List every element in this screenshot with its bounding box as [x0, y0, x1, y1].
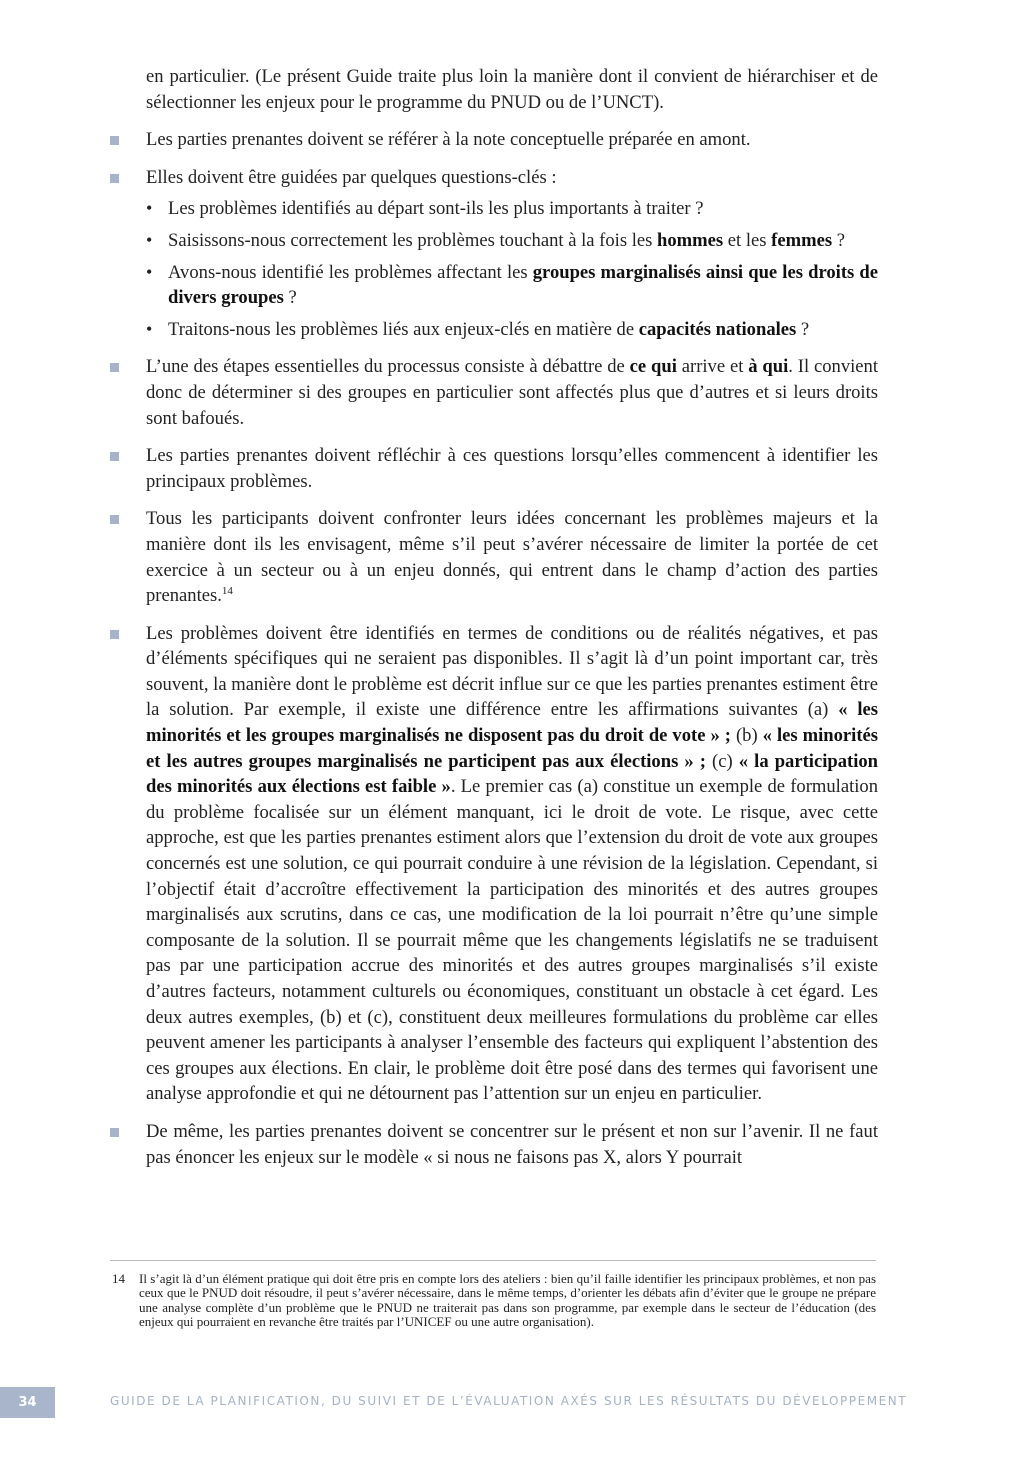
bold-quote: « les minorités et les autres groupes marginalisés ne participent pas aux élections » ; — [146, 725, 879, 772]
bullet-item — [110, 165, 878, 343]
square-bullet-icon — [110, 630, 119, 639]
sub-bullet-item — [146, 317, 878, 343]
square-bullet-icon — [110, 363, 119, 372]
bullet-text: L’une des étapes essentielles du processus consiste à débattre de ce qui arrive et à qui. Il convient donc de déterminer si des groupes en particulier sont affectés plus que d’autres et si leurs droits sont bafoués. — [146, 356, 879, 429]
dot-bullet-icon: • — [146, 261, 153, 282]
bold-term: à qui — [748, 356, 789, 378]
sub-bullet-item — [146, 228, 878, 254]
sub-bullet-item — [146, 196, 878, 222]
page-number: 34 — [0, 1387, 55, 1418]
bullet-item — [110, 443, 878, 494]
sub-bullet-text: Avons-nous identifié les problèmes affectant les groupes marginalisés ainsi que les droits de divers groupes ? — [168, 261, 878, 309]
bullet-text: Tous les participants doivent confronter leurs idées concernant les problèmes majeurs et la manière dont ils les envisagent, même s’il peut s’avérer nécessaire de limiter la portée de cet exercice à un secteur ou à un enjeu donnés, qui entrent dans le champ d’action des parties prenantes.$^{14}$ — [146, 508, 878, 607]
bold-term: femmes — [771, 229, 833, 251]
bullet-text: Les parties prenantes doivent se référer à la note conceptuelle préparée en amont. — [146, 129, 751, 151]
sub-bullet-text: Traitons-nous les problèmes liés aux enjeux-clés en matière de capacités nationales ? — [168, 318, 810, 340]
bold-term: ce qui — [629, 356, 677, 378]
bullet-item — [110, 1119, 878, 1170]
continued-paragraph: en particulier. (Le présent Guide traite plus loin la manière dont il convient de hiérarchiser et de sélectionner les enjeux pour le programme du PNUD ou de l’UNCT). — [146, 66, 878, 113]
footnote-reference[interactable]: 14 — [221, 584, 233, 597]
bold-quote: « les minorités et les groupes marginalisés ne disposent pas du droit de vote » ; — [146, 699, 878, 747]
dot-bullet-icon: • — [146, 229, 153, 250]
square-bullet-icon — [110, 174, 119, 183]
bullet-text: De même, les parties prenantes doivent se concentrer sur le présent et non sur l’avenir. Il ne faut pas énoncer les enjeux sur le modèle « si nous ne faisons pas X, alors Y pourrait — [146, 1120, 878, 1168]
bullet-item — [110, 127, 878, 153]
running-footer-title: GUIDE DE LA PLANIFICATION, DU SUIVI ET DE L’ÉVALUATION AXÉS SUR LES RÉSULTATS DU DÉVELOPPEMENT — [110, 1394, 908, 1408]
main-content — [110, 64, 878, 1182]
sub-bullet-text: Les problèmes identifiés au départ sont-ils les plus importants à traiter ? — [168, 198, 704, 220]
square-bullet-icon — [110, 515, 119, 524]
bullet-text: Les parties prenantes doivent réfléchir à ces questions lorsqu’elles commencent à identifier les principaux problèmes. — [146, 445, 878, 492]
sub-bullet-text: Saisissons-nous correctement les problèmes touchant à la fois les hommes et les femmes ? — [168, 229, 845, 251]
bullet-text: Les problèmes doivent être identifiés en termes de conditions ou de réalités négatives, et pas d’éléments spécifiques qui ne seraient pas disponibles. Il s’agit là d’un point important car, très souvent, la manière dont le problème est décrit influe sur ce que les parties prenantes estiment être la solution. Par exemple, il existe une différence entre les affirmations suivantes (a) « les minorités et les groupes marginalisés ne disposent pas du droit de vote » ; (b) « les minorités et les autres groupes marginalisés ne participent pas aux élections » ; (c) « la participation des minorités aux élections est faible ». Le premier cas (a) constitue un exemple de formulation du problème focalisée sur un élément manquant, ici le droit de vote. Le risque, avec cette approche, est que les parties prenantes estiment alors que l’extension du droit de vote aux groupes concernés est une solution, ce qui pourrait conduire à une révision de la législation. Cependant, si l’objectif était d’accroître effectivement la participation des minorités et des autres groupes marginalisés aux scrutins, dans ce cas, une modification de la loi pourrait n’être qu’une simple composante de la solution. Il se pourrait même que les changements législatifs ne se traduisent pas par une participation accrue des minorités et des autres groupes marginalisés s’il existe d’autres facteurs, notamment culturels ou économiques, constituant un obstacle à cet égard. Les deux autres exemples, (b) et (c), constituent deux meilleures formulations du problème car elles peuvent amener les participants à analyser l’ensemble des facteurs qui expliquent l’abstention des ces groupes aux élections. En clair, le problème doit être posé dans des termes qui favorisent une analyse approfondie et qui ne détournent pas l’attention sur un enjeu en particulier. — [146, 622, 879, 1105]
bullet-item — [110, 506, 878, 608]
bullet-text: Elles doivent être guidées par quelques questions-clés : — [146, 166, 557, 188]
footnote — [110, 1272, 876, 1330]
bold-term: hommes — [657, 229, 724, 251]
footnote-divider — [110, 1260, 876, 1261]
bold-term: capacités nationales — [638, 318, 797, 340]
bullet-item — [110, 621, 878, 1107]
dot-bullet-icon: • — [146, 198, 153, 219]
sub-bullet-item — [146, 260, 878, 311]
bullet-item — [110, 354, 878, 431]
square-bullet-icon — [110, 136, 119, 145]
square-bullet-icon — [110, 1128, 119, 1137]
bold-quote: « la participation des minorités aux élections est faible » — [146, 750, 879, 798]
bold-term: groupes marginalisés ainsi que les droits de divers groupes — [168, 261, 878, 309]
footnote-text: Il s’agit là d’un élément pratique qui doit être pris en compte lors des ateliers : bien qu’il faille identifier les principaux problèmes, et non pas ceux que le PNUD doit résoudre, il peut s’avérer nécessaire, dans le même temps, d’orienter les débats afin d’éviter que le groupe ne prépare une analyse complète d’un problème que le PNUD ne traiterait pas dans son programme, par exemple dans le secteur de l’éducation (des enjeux qui pourraient en revanche être traités par l’UNICEF ou une autre organisation). — [139, 1271, 876, 1330]
footnote-number: 14 — [112, 1271, 125, 1286]
square-bullet-icon — [110, 452, 119, 461]
dot-bullet-icon: • — [146, 318, 153, 339]
